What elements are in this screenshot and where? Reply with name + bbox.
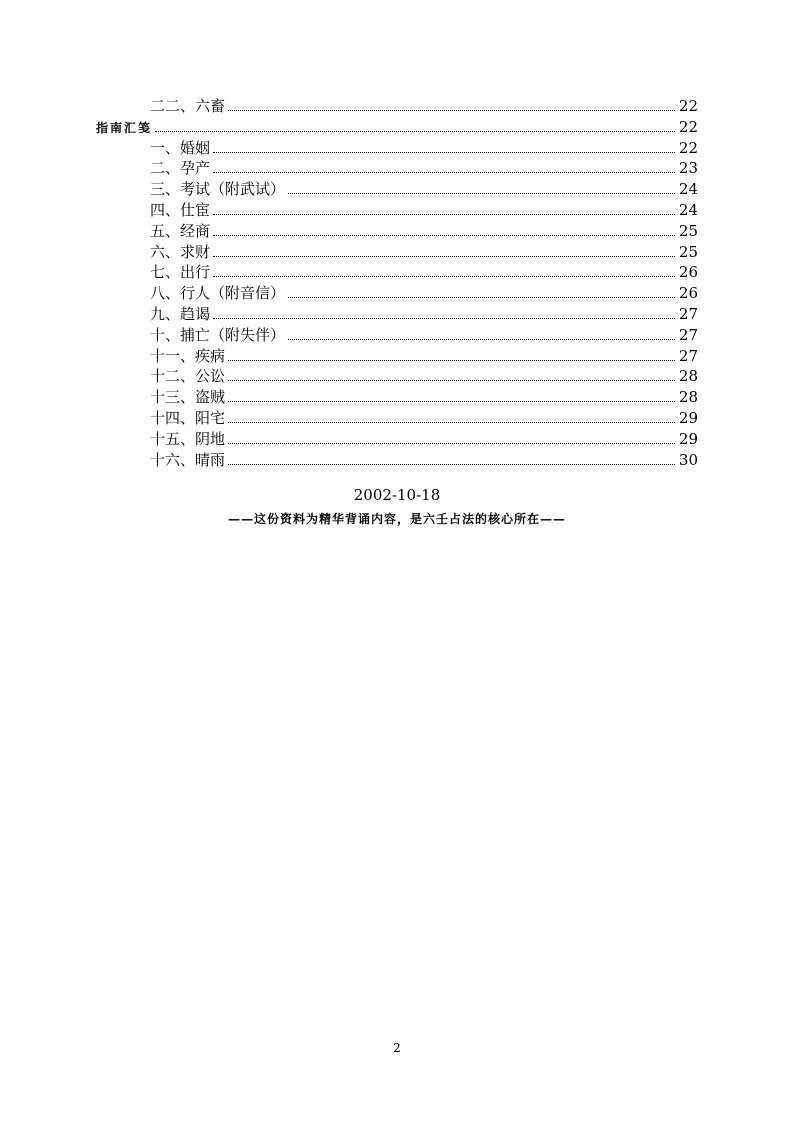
toc-entry[interactable] — [0, 158, 698, 179]
toc-entry[interactable] — [0, 138, 698, 159]
toc-entry-label: 十四、阳宅 — [150, 408, 226, 427]
document-motto: ——这份资料为精华背诵内容，是六壬占法的核心所在—— — [227, 512, 566, 526]
dot-leader — [288, 326, 675, 340]
dot-leader — [213, 222, 675, 236]
toc-entry-page: 26 — [678, 263, 698, 282]
toc-entry-label: 二二、六畜 — [150, 97, 226, 115]
toc-entry-page: 28 — [678, 367, 698, 386]
toc-entry-page: 28 — [678, 388, 698, 407]
dot-leader — [228, 409, 675, 423]
dot-leader — [288, 284, 675, 298]
toc-entry-page: 23 — [678, 159, 698, 178]
toc-entry[interactable] — [0, 325, 698, 346]
dot-leader — [213, 243, 675, 257]
toc-entry[interactable] — [0, 96, 698, 117]
toc-section-heading[interactable] — [0, 117, 698, 138]
dot-leader — [213, 263, 675, 277]
page-number: 2 — [393, 1041, 401, 1055]
toc-entry-page: 27 — [678, 346, 698, 365]
toc-entry[interactable] — [0, 242, 698, 263]
toc-entry-label: 十六、晴雨 — [150, 450, 226, 469]
dot-leader — [213, 305, 675, 319]
toc-entry[interactable] — [0, 387, 698, 408]
dot-leader — [288, 180, 675, 194]
toc-entry-page: 25 — [678, 242, 698, 261]
toc-entry[interactable] — [0, 450, 698, 471]
toc-entry[interactable] — [0, 200, 698, 221]
toc-entry[interactable] — [0, 283, 698, 304]
toc-entry-page: 29 — [678, 429, 698, 448]
toc-entry-label: 六、求财 — [150, 242, 211, 261]
toc-entry-page: 22 — [678, 97, 698, 115]
toc-entry-page: 22 — [678, 117, 698, 136]
toc-entry-page: 27 — [678, 325, 698, 344]
dot-leader — [228, 347, 675, 361]
toc-entry[interactable] — [0, 429, 698, 450]
toc-entry-label: 九、趋谒 — [150, 304, 211, 323]
toc-entry[interactable] — [0, 346, 698, 367]
toc-entry[interactable] — [0, 262, 698, 283]
toc-entry-page: 26 — [678, 284, 698, 303]
toc-entry-label: 八、行人（附音信） — [150, 284, 286, 303]
toc-entry[interactable] — [0, 221, 698, 242]
toc-entry-page: 24 — [678, 180, 698, 199]
toc-entry-label: 指南汇笺 — [96, 120, 153, 135]
toc-entry-label: 十五、阴地 — [150, 429, 226, 448]
dot-leader — [213, 159, 675, 173]
toc-entry-page: 22 — [678, 138, 698, 157]
toc-entry-label: 十、捕亡（附失伴） — [150, 325, 286, 344]
toc-entry[interactable] — [0, 366, 698, 387]
document-date: 2002-10-18 — [353, 486, 441, 504]
table-of-contents — [0, 96, 794, 470]
toc-entry[interactable] — [0, 304, 698, 325]
dot-leader — [213, 139, 675, 153]
toc-entry-page: 25 — [678, 221, 698, 240]
toc-entry-label: 四、仕宦 — [150, 200, 211, 219]
toc-entry[interactable] — [0, 408, 698, 429]
toc-entry-label: 十二、公讼 — [150, 367, 226, 386]
dot-leader — [228, 430, 675, 444]
dot-leader — [228, 451, 675, 465]
toc-entry-page: 29 — [678, 408, 698, 427]
toc-entry-page: 30 — [678, 450, 698, 469]
toc-entry[interactable] — [0, 179, 698, 200]
dot-leader — [155, 118, 675, 132]
toc-entry-label: 二、孕产 — [150, 159, 211, 178]
toc-entry-label: 十一、疾病 — [150, 346, 226, 365]
dot-leader — [228, 388, 675, 402]
dot-leader — [228, 97, 675, 111]
toc-entry-label: 一、婚姻 — [150, 138, 211, 157]
toc-entry-label: 五、经商 — [150, 221, 211, 240]
toc-entry-page: 27 — [678, 304, 698, 323]
toc-entry-page: 24 — [678, 200, 698, 219]
dot-leader — [228, 367, 675, 381]
dot-leader — [213, 201, 675, 215]
toc-entry-label: 十三、盗贼 — [150, 388, 226, 407]
toc-entry-label: 七、出行 — [150, 263, 211, 282]
toc-entry-label: 三、考试（附武试） — [150, 180, 286, 199]
